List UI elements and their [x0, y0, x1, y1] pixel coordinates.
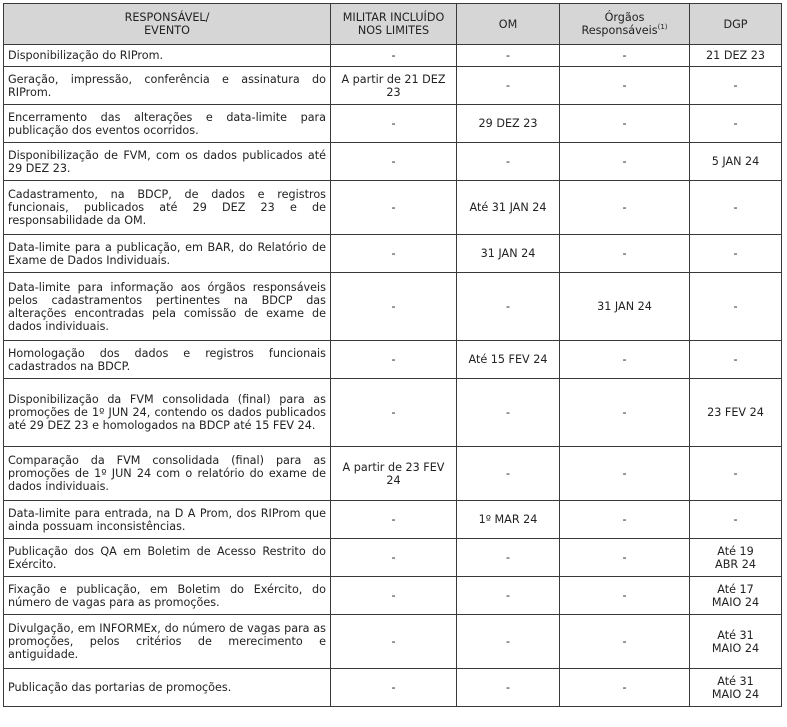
cell-orgaos: -: [560, 341, 690, 379]
cell-evento: Divulgação, em INFORMEx, do número de vagas para as promoções, pelos critérios de merecimento e antiguidade.: [4, 615, 331, 669]
cell-militar: -: [331, 181, 457, 235]
cell-om: -: [457, 577, 560, 615]
table-row: [4, 181, 782, 235]
table-row: [4, 143, 782, 181]
cell-militar: -: [331, 143, 457, 181]
cell-om: -: [457, 447, 560, 501]
cell-militar: A partir de 21 DEZ 23: [331, 67, 457, 105]
table-row: [4, 235, 782, 273]
cell-evento: Publicação dos QA em Boletim de Acesso Restrito do Exército.: [4, 539, 331, 577]
cell-om: -: [457, 615, 560, 669]
cell-evento: Disponibilização do RIProm.: [4, 45, 331, 67]
header-orgaos-line1: Órgãos: [604, 11, 645, 24]
header-militar-line2: NOS LIMITES: [357, 24, 430, 37]
header-evento-line1: RESPONSÁVEL/: [124, 11, 210, 24]
table-row: [4, 501, 782, 539]
cell-evento: Encerramento das alterações e data-limite para publicação dos eventos ocorridos.: [4, 105, 331, 143]
cell-militar: -: [331, 341, 457, 379]
table-row: [4, 379, 782, 447]
cell-orgaos: 31 JAN 24: [560, 273, 690, 341]
header-row: [4, 4, 782, 45]
table-row: [4, 669, 782, 707]
cell-evento: Publicação das portarias de promoções.: [4, 669, 331, 707]
header-dgp: [690, 4, 782, 45]
table-row: [4, 341, 782, 379]
table-row: [4, 447, 782, 501]
cell-dgp: 21 DEZ 23: [690, 45, 782, 67]
cell-militar: -: [331, 615, 457, 669]
cell-evento: Fixação e publicação, em Boletim do Exército, do número de vagas para as promoções.: [4, 577, 331, 615]
cell-dgp: Até 19 ABR 24: [690, 539, 782, 577]
cell-orgaos: -: [560, 501, 690, 539]
cell-dgp: -: [690, 181, 782, 235]
cell-om: 31 JAN 24: [457, 235, 560, 273]
cell-om: 1º MAR 24: [457, 501, 560, 539]
cell-dgp: Até 31 MAIO 24: [690, 615, 782, 669]
table-row: [4, 45, 782, 67]
header-dgp-label: DGP: [723, 17, 748, 31]
header-militar-line1: MILITAR INCLUÍDO: [342, 11, 445, 24]
cell-orgaos: -: [560, 615, 690, 669]
cell-militar: -: [331, 105, 457, 143]
footnote-marker: (1): [657, 23, 668, 31]
header-evento: [4, 4, 331, 45]
cell-orgaos: -: [560, 235, 690, 273]
cell-om: 29 DEZ 23: [457, 105, 560, 143]
cell-om: -: [457, 143, 560, 181]
cell-dgp: -: [690, 235, 782, 273]
header-om-label: OM: [498, 17, 518, 31]
cell-dgp: -: [690, 447, 782, 501]
table-row: [4, 539, 782, 577]
table-row: [4, 67, 782, 105]
cell-militar: -: [331, 669, 457, 707]
cell-militar: -: [331, 273, 457, 341]
table-row: [4, 577, 782, 615]
cell-dgp: -: [690, 341, 782, 379]
cell-dgp: -: [690, 501, 782, 539]
cell-orgaos: -: [560, 45, 690, 67]
cell-dgp: 5 JAN 24: [690, 143, 782, 181]
header-evento-line2: EVENTO: [144, 24, 190, 37]
cell-evento: Cadastramento, na BDCP, de dados e registros funcionais, publicados até 29 DEZ 23 e de responsabilidade da OM.: [4, 181, 331, 235]
cell-evento: Data-limite para entrada, na D A Prom, dos RIProm que ainda possuam inconsistências.: [4, 501, 331, 539]
cell-militar: -: [331, 539, 457, 577]
cell-om: -: [457, 45, 560, 67]
cell-om: -: [457, 669, 560, 707]
header-om: [457, 4, 560, 45]
cell-orgaos: -: [560, 181, 690, 235]
cell-dgp: Até 31 MAIO 24: [690, 669, 782, 707]
cell-militar: -: [331, 577, 457, 615]
cell-orgaos: -: [560, 539, 690, 577]
cell-orgaos: -: [560, 105, 690, 143]
cell-militar: -: [331, 45, 457, 67]
cell-evento: Comparação da FVM consolidada (final) para as promoções de 1º JUN 24 com o relatório do exame de dados individuais.: [4, 447, 331, 501]
table-row: [4, 273, 782, 341]
cell-orgaos: -: [560, 447, 690, 501]
cell-evento: Geração, impressão, conferência e assinatura do RIProm.: [4, 67, 331, 105]
cell-militar: A partir de 23 FEV 24: [331, 447, 457, 501]
cell-evento: Homologação dos dados e registros funcionais cadastrados na BDCP.: [4, 341, 331, 379]
cell-dgp: Até 17 MAIO 24: [690, 577, 782, 615]
cell-om: -: [457, 539, 560, 577]
cell-evento: Data-limite para informação aos órgãos responsáveis pelos cadastramentos pertinentes na BDCP das alterações encontradas pela comissão de exame de dados individuais.: [4, 273, 331, 341]
cell-orgaos: -: [560, 669, 690, 707]
cell-militar: -: [331, 501, 457, 539]
cell-dgp: -: [690, 273, 782, 341]
cell-evento: Data-limite para a publicação, em BAR, do Relatório de Exame de Dados Individuais.: [4, 235, 331, 273]
cell-orgaos: -: [560, 143, 690, 181]
cell-dgp: -: [690, 105, 782, 143]
header-orgaos-line2: Responsáveis: [581, 24, 658, 37]
table-row: [4, 105, 782, 143]
header-orgaos: [560, 4, 690, 45]
cell-militar: -: [331, 235, 457, 273]
schedule-table: [3, 3, 782, 707]
cell-orgaos: -: [560, 577, 690, 615]
cell-om: Até 15 FEV 24: [457, 341, 560, 379]
cell-dgp: -: [690, 67, 782, 105]
cell-orgaos: -: [560, 67, 690, 105]
cell-militar: -: [331, 379, 457, 447]
cell-dgp: 23 FEV 24: [690, 379, 782, 447]
cell-om: -: [457, 379, 560, 447]
cell-evento: Disponibilização da FVM consolidada (final) para as promoções de 1º JUN 24, contendo os dados publicados até 29 DEZ 23 e homologados na BDCP até 15 FEV 24.: [4, 379, 331, 447]
cell-evento: Disponibilização de FVM, com os dados publicados até 29 DEZ 23.: [4, 143, 331, 181]
header-militar: [331, 4, 457, 45]
cell-om: Até 31 JAN 24: [457, 181, 560, 235]
cell-om: -: [457, 67, 560, 105]
table-row: [4, 615, 782, 669]
cell-orgaos: -: [560, 379, 690, 447]
cell-om: -: [457, 273, 560, 341]
